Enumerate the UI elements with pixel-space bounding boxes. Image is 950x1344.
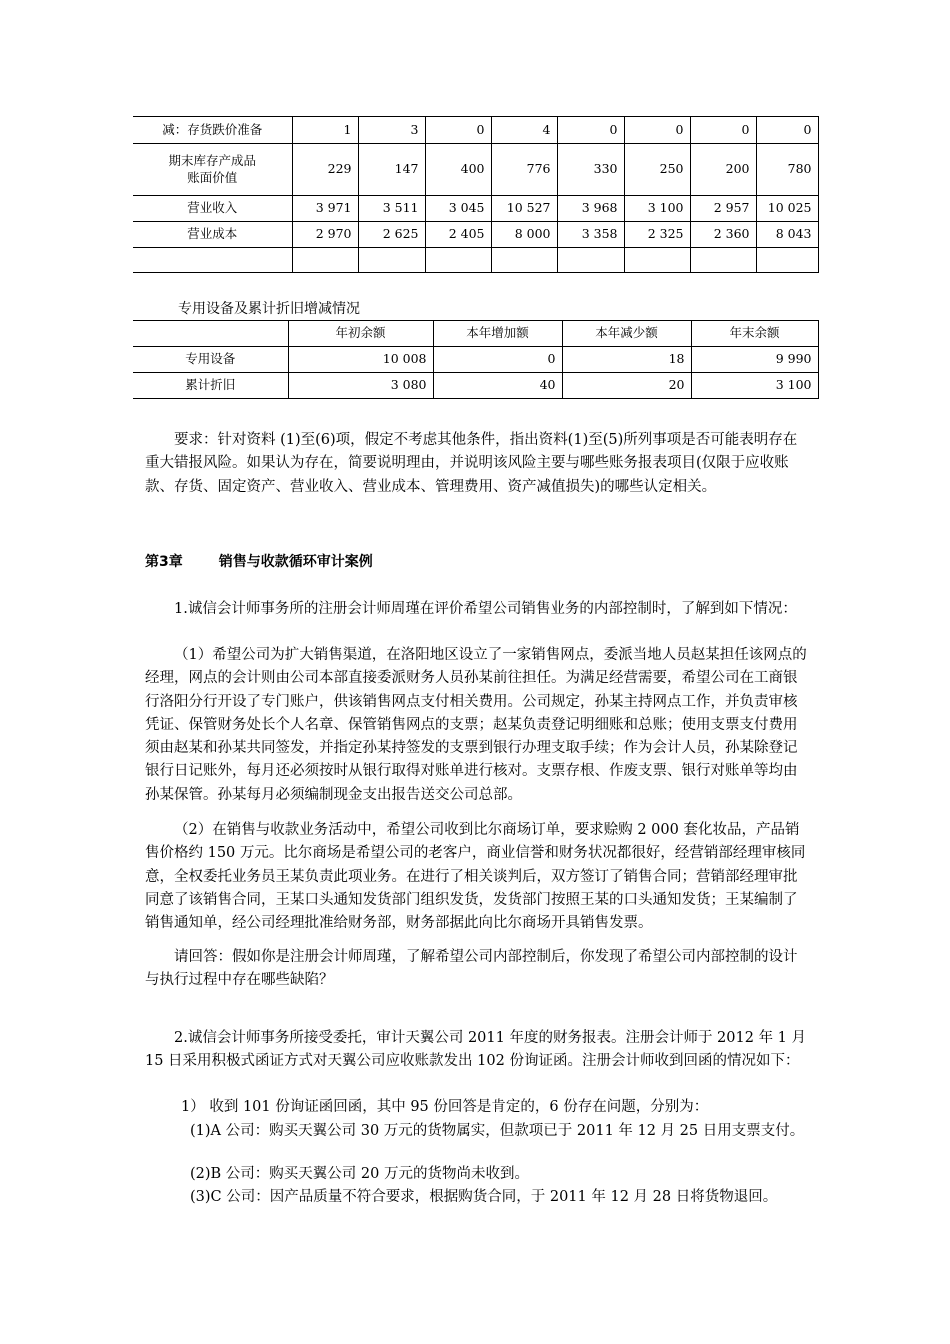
- table-cell-empty: [133, 248, 292, 273]
- case2-item-a: (1)A 公司：购买天翼公司 30 万元的货物属实，但款项已于 2011 年 12 月 25 日用支票支付。: [190, 1123, 805, 1139]
- chapter-number: 第3章: [145, 554, 183, 570]
- table-cell: 0: [557, 117, 624, 144]
- case1-question: 请回答：假如你是注册会计师周瑾，了解希望公司内部控制后，你发现了希望公司内部控制的设计与执行过程中存在哪些缺陷？: [145, 949, 798, 989]
- case1-paragraph-1: （1）希望公司为扩大销售渠道，在洛阳地区设立了一家销售网点，委派当地人员赵某担任该网点的经理，网点的会计则由公司本部直接委派财务人员孙某前往担任。为满足经营需要，希望公司在工商银行洛阳分行开设了专门账户，供该销售网点支付相关费用。公司规定，孙某主持网点工作，并负责审核凭证、保管财务处长个人名章、保管销售网点的支票；赵某负责登记明细账和总账；使用支票支付费用须由赵某和孙某共同签发，并指定孙某持签发的支票到银行办理支取手续；作为会计人员，孙某除登记银行日记账外，每月还必须按时从银行取得对账单进行核对。支票存根、作废支票、银行对账单等均由孙某保管。孙某每月必须编制现金支出报告送交公司总部。: [145, 647, 807, 803]
- table-cell: 776: [491, 144, 557, 196]
- table-header-cell: 本年减少额: [562, 321, 691, 347]
- table-cell-empty: [756, 248, 818, 273]
- table-cell: 10 527: [491, 196, 557, 222]
- table-header-cell: 年初余额: [288, 321, 433, 347]
- table-row-empty: [133, 248, 818, 273]
- chapter-heading: [145, 551, 373, 571]
- table-cell: 3 045: [425, 196, 491, 222]
- row-label: 累计折旧: [133, 373, 288, 399]
- row-label-line: 期末库存产成品: [168, 153, 256, 169]
- table-caption: 专用设备及累计折旧增减情况: [178, 301, 360, 317]
- table-cell: 2 325: [624, 222, 690, 248]
- table-header-row: [133, 321, 818, 347]
- row-label: 减：存货跌价准备: [133, 117, 292, 144]
- case2-item-1: 1） 收到 101 份询证函回函，其中 95 份回答是肯定的，6 份存在问题，分别为：: [181, 1099, 709, 1115]
- row-label: [133, 144, 292, 196]
- table-cell: 2 360: [690, 222, 756, 248]
- table-cell: 3 511: [358, 196, 425, 222]
- row-label-line: 账面价值: [187, 169, 238, 185]
- case2-item-b: (2)B 公司：购买天翼公司 20 万元的货物尚未收到。: [190, 1166, 529, 1182]
- table-cell-empty: [491, 248, 557, 273]
- table-cell-empty: [292, 248, 358, 273]
- row-label: 营业成本: [133, 222, 292, 248]
- table-cell: 2 957: [690, 196, 756, 222]
- table-cell: 229: [292, 144, 358, 196]
- table-cell-empty: [358, 248, 425, 273]
- case2-item-c: (3)C 公司：因产品质量不符合要求，根据购货合同，于 2011 年 12 月 28 日将货物退回。: [190, 1189, 778, 1205]
- table-row: [133, 373, 818, 399]
- equipment-table: [133, 320, 819, 399]
- table-cell: 0: [624, 117, 690, 144]
- table-cell-empty: [557, 248, 624, 273]
- table-cell: 780: [756, 144, 818, 196]
- row-label: 营业收入: [133, 196, 292, 222]
- table-header-cell: [133, 321, 288, 347]
- case2-intro: 2.诚信会计师事务所接受委托，审计天翼公司 2011 年度的财务报表。注册会计师于 2012 年 1 月 15 日采用积极式函证方式对天翼公司应收账款发出 102 份询证函。注册会计师收到回函的情况如下：: [145, 1030, 807, 1070]
- table-cell: 3 968: [557, 196, 624, 222]
- table-cell: 20: [562, 373, 691, 399]
- table-cell: 0: [756, 117, 818, 144]
- table-cell: 3 100: [624, 196, 690, 222]
- table-header-cell: 本年增加额: [433, 321, 562, 347]
- table-cell-empty: [624, 248, 690, 273]
- table-cell: 200: [690, 144, 756, 196]
- table-cell: 2 625: [358, 222, 425, 248]
- table-cell-empty: [690, 248, 756, 273]
- table-cell: 3 100: [691, 373, 818, 399]
- table-cell: 0: [425, 117, 491, 144]
- table-cell: 18: [562, 347, 691, 373]
- table-cell: 400: [425, 144, 491, 196]
- table-cell: 10 008: [288, 347, 433, 373]
- table-row: [133, 222, 818, 248]
- table-header-cell: 年末余额: [691, 321, 818, 347]
- table-cell: 9 990: [691, 347, 818, 373]
- table-row: [133, 117, 818, 144]
- table-cell: 3 358: [557, 222, 624, 248]
- case1-paragraph-2: （2）在销售与收款业务活动中，希望公司收到比尔商场订单，要求赊购 2 000 套化妆品，产品销售价格约 150 万元。比尔商场是希望公司的老客户，商业信誉和财务状况都很好，经营销部经理审核同意，全权委托业务员王某负责此项业务。在进行了相关谈判后，双方签订了销售合同；营销部经理审批同意了该销售合同，王某口头通知发货部门组织发货，发货部门按照王某的口头通知发货；王某编制了销售通知单，经公司经理批准给财务部，财务部据此向比尔商场开具销售发票。: [145, 822, 806, 932]
- table-cell-empty: [425, 248, 491, 273]
- table-cell: 0: [690, 117, 756, 144]
- table-cell: 3 080: [288, 373, 433, 399]
- table-cell: 10 025: [756, 196, 818, 222]
- table-cell: 2 970: [292, 222, 358, 248]
- table-cell: 147: [358, 144, 425, 196]
- table-cell: 3: [358, 117, 425, 144]
- table-cell: 2 405: [425, 222, 491, 248]
- table-cell: 3 971: [292, 196, 358, 222]
- chapter-title: 销售与收款循环审计案例: [218, 554, 373, 570]
- financial-table: [133, 116, 819, 273]
- table-row: [133, 347, 818, 373]
- table-cell: 4: [491, 117, 557, 144]
- table-cell: 8 000: [491, 222, 557, 248]
- row-label: 专用设备: [133, 347, 288, 373]
- table-cell: 0: [433, 347, 562, 373]
- case1-intro: 1.诚信会计师事务所的注册会计师周瑾在评价希望公司销售业务的内部控制时，了解到如下情况：: [174, 601, 797, 617]
- requirement-paragraph: 要求：针对资料 (1)至(6)项，假定不考虑其他条件，指出资料(1)至(5)所列事项是否可能表明存在重大错报风险。如果认为存在，简要说明理由，并说明该风险主要与哪些账务报表项目(仅限于应收账款、存货、固定资产、营业收入、营业成本、管理费用、资产减值损失)的哪些认定相关。: [145, 432, 798, 495]
- table-row: [133, 196, 818, 222]
- table-cell: 250: [624, 144, 690, 196]
- table-cell: 8 043: [756, 222, 818, 248]
- table-cell: 40: [433, 373, 562, 399]
- table-row: [133, 144, 818, 196]
- table-cell: 1: [292, 117, 358, 144]
- table-cell: 330: [557, 144, 624, 196]
